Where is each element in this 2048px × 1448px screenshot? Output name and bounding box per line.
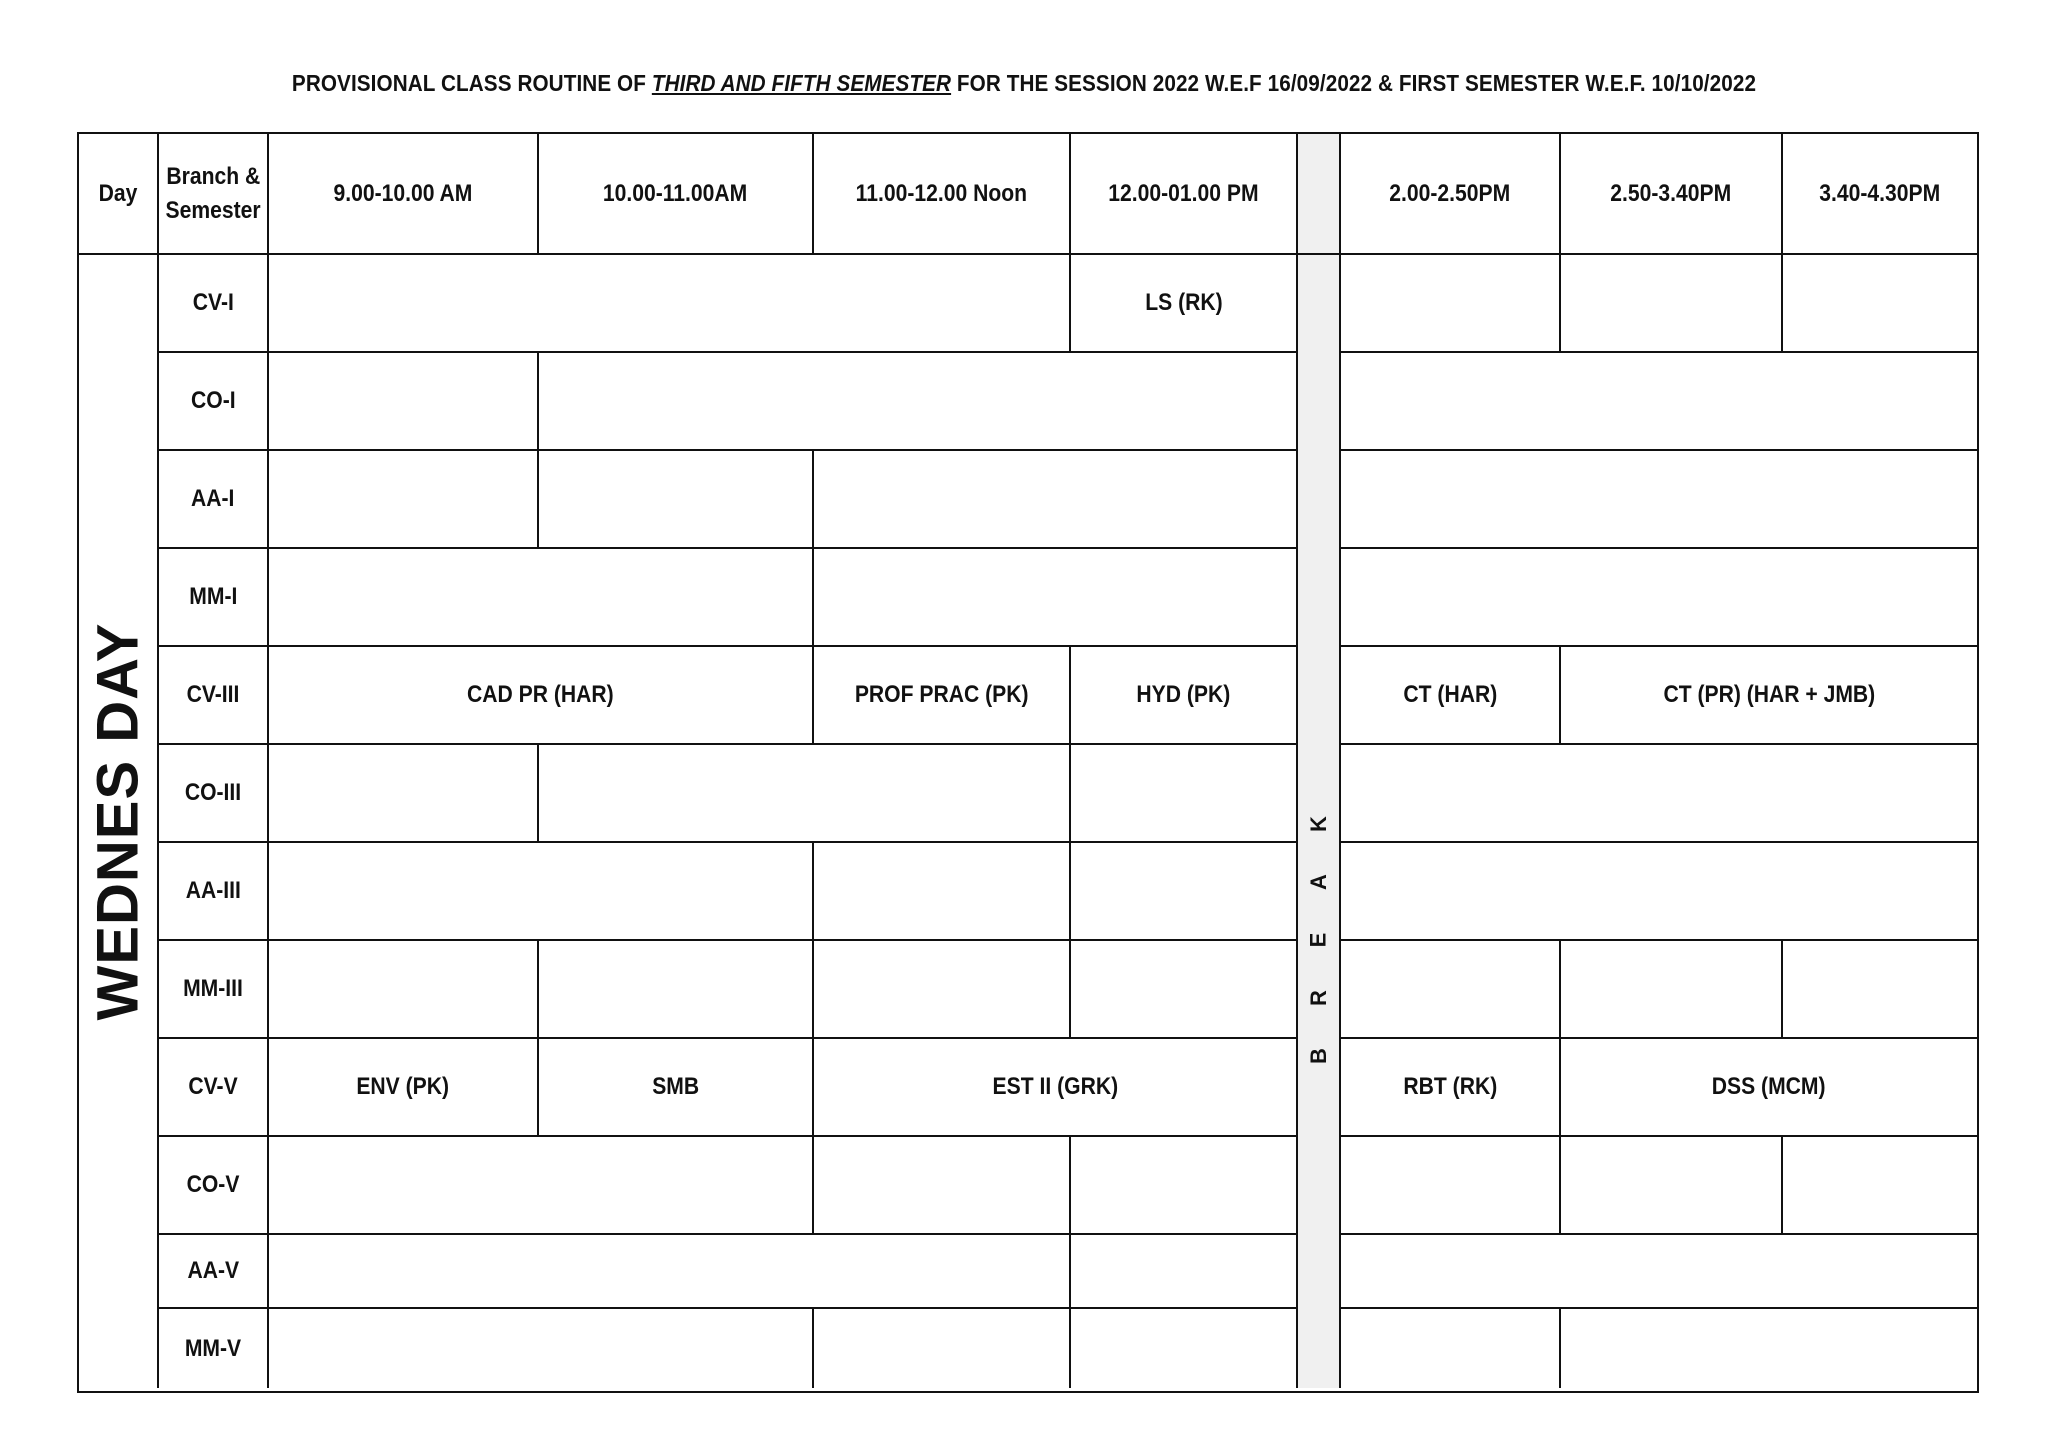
table-cell: PROF PRAC (PK) [814,647,1071,745]
table-cell [1071,1309,1298,1388]
table-cell [1071,1235,1298,1309]
table-cell [1341,1309,1561,1388]
table-cell [539,353,1298,451]
branch-aa-iii: AA-III [159,843,269,941]
table-cell [1341,353,1977,451]
branch-aa-v: AA-V [159,1235,269,1309]
header-break-column [1298,134,1341,255]
title-emphasis: THIRD AND FIFTH SEMESTER [651,70,952,96]
table-cell [1341,1137,1561,1235]
break-letter-r: R [1305,990,1331,1006]
table-cell [1341,941,1561,1039]
table-cell: CAD PR (HAR) [269,647,814,745]
table-cell [269,451,539,549]
table-cell [269,1309,814,1388]
table-cell [814,451,1298,549]
branch-co-iii: CO-III [159,745,269,843]
table-cell [269,549,814,647]
branch-cv-iii: CV-III [159,647,269,745]
table-cell [1341,451,1977,549]
header-slot-7: 3.40-4.30PM [1783,134,1977,255]
branch-co-v: CO-V [159,1137,269,1235]
header-branch-semester [159,134,269,255]
page-title [102,70,1945,97]
branch-co-i: CO-I [159,353,269,451]
table-cell [269,941,539,1039]
table-cell [814,843,1071,941]
table-cell [1071,745,1298,843]
branch-mm-iii: MM-III [159,941,269,1039]
table-cell: DSS (MCM) [1561,1039,1977,1137]
routine-table [77,132,1979,1393]
title-suffix: FOR THE SESSION 2022 W.E.F 16/09/2022 & FIRST SEMESTER W.E.F. 10/10/2022 [951,70,1757,96]
break-text [1298,795,1339,1085]
table-cell: LS (RK) [1071,255,1298,353]
branch-cv-i: CV-I [159,255,269,353]
branch-aa-i: AA-I [159,451,269,549]
break-column [1298,255,1341,1388]
table-cell [1071,941,1298,1039]
table-cell: CT (PR) (HAR + JMB) [1561,647,1977,745]
table-cell [539,745,1071,843]
table-cell: CT (HAR) [1341,647,1561,745]
table-cell: RBT (RK) [1341,1039,1561,1137]
table-cell [269,745,539,843]
table-cell: EST II (GRK) [814,1039,1298,1137]
header-slot-4: 12.00-01.00 PM [1071,134,1298,255]
header-slot-2: 10.00-11.00AM [539,134,814,255]
table-cell [269,353,539,451]
table-cell [1561,941,1783,1039]
table-cell [269,1137,814,1235]
table-cell [1071,1137,1298,1235]
table-cell [539,451,814,549]
header-branch-line1: Branch & [166,162,260,190]
table-cell [1783,941,1977,1039]
header-slot-5: 2.00-2.50PM [1341,134,1561,255]
table-cell [1341,255,1561,353]
header-slot-1: 9.00-10.00 AM [269,134,539,255]
branch-mm-i: MM-I [159,549,269,647]
table-cell [814,549,1298,647]
table-cell [814,1309,1071,1388]
header-day: Day [79,134,159,255]
table-cell [1341,549,1977,647]
day-label: WEDNES DAY [79,255,159,1388]
table-cell: HYD (PK) [1071,647,1298,745]
table-cell [814,941,1071,1039]
table-cell [1341,745,1977,843]
table-cell [269,843,814,941]
break-letter-k: K [1305,816,1331,832]
break-letter-b: B [1305,1048,1331,1064]
header-branch-line2: Semester [165,196,261,224]
table-cell [1341,1235,1977,1309]
table-cell [1561,1137,1783,1235]
table-cell [1783,1137,1977,1235]
table-cell [1341,843,1977,941]
table-cell [814,1137,1071,1235]
table-cell [539,941,814,1039]
table-cell [269,255,1071,353]
table-cell [1071,843,1298,941]
break-letter-a: A [1305,874,1331,890]
table-cell [1783,255,1977,353]
break-letter-e: E [1305,932,1331,948]
header-slot-3: 11.00-12.00 Noon [814,134,1071,255]
table-cell: ENV (PK) [269,1039,539,1137]
branch-cv-v: CV-V [159,1039,269,1137]
header-slot-6: 2.50-3.40PM [1561,134,1783,255]
table-cell [1561,1309,1977,1388]
branch-mm-v: MM-V [159,1309,269,1388]
title-prefix: PROVISIONAL CLASS ROUTINE OF [291,70,652,96]
table-cell [1561,255,1783,353]
table-cell [269,1235,1071,1309]
table-cell: SMB [539,1039,814,1137]
